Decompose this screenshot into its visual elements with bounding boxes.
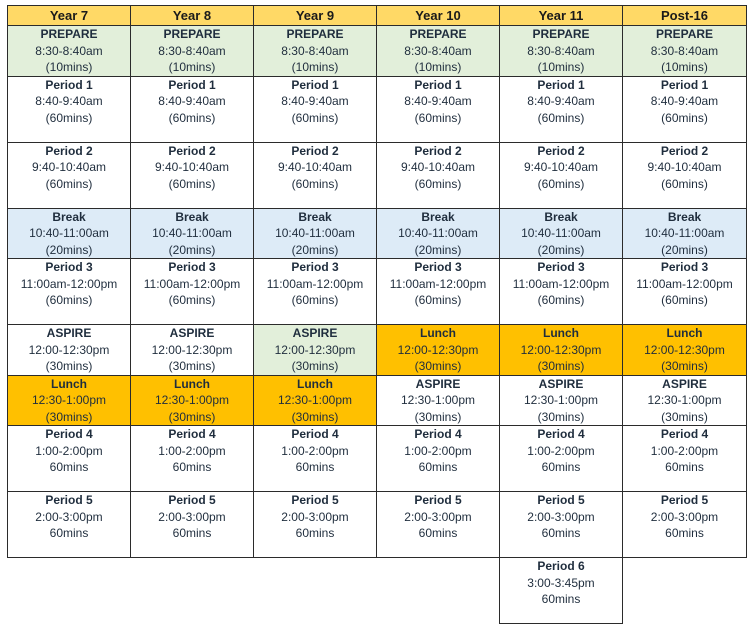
cell-title: Lunch <box>51 376 87 391</box>
cell-title: ASPIRE <box>538 376 584 391</box>
timetable-cell <box>377 208 500 259</box>
cell-duration: 60mins <box>295 460 335 474</box>
cell-time: 11:00am-12:00pm <box>389 276 487 291</box>
cell-duration: (60mins) <box>414 176 462 191</box>
timetable-cell <box>623 426 747 492</box>
cell-duration: 60mins <box>541 592 581 606</box>
cell-duration: (60mins) <box>661 176 708 191</box>
cell-title: Period 3 <box>660 260 709 274</box>
cell-time: 11:00am-12:00pm <box>266 276 364 291</box>
timetable-row <box>8 142 747 208</box>
cell-duration: (30mins) <box>168 409 216 424</box>
cell-title: Lunch <box>543 326 579 340</box>
cell-time: 1:00-2:00pm <box>35 443 103 458</box>
cell-duration: 60mins <box>295 526 335 540</box>
cell-time: 12:30-1:00pm <box>523 393 599 407</box>
timetable-cell <box>8 259 131 325</box>
cell-title: PREPARE <box>409 27 467 41</box>
cell-title: Period 4 <box>168 427 216 441</box>
cell-title: Period 1 <box>660 77 709 92</box>
timetable-row <box>8 259 747 325</box>
timetable-row <box>8 558 747 624</box>
cell-time: 2:00-3:00pm <box>527 509 595 524</box>
timetable-cell <box>131 76 254 142</box>
timetable-cell <box>623 325 747 376</box>
cell-time: 9:40-10:40am <box>400 160 476 174</box>
cell-time: 8:30-8:40am <box>281 43 349 58</box>
cell-duration: (60mins) <box>414 110 462 125</box>
cell-time: 10:40-11:00am <box>152 226 232 240</box>
cell-time: 12:00-12:30pm <box>644 342 725 357</box>
cell-time: 2:00-3:00pm <box>650 509 719 524</box>
cell-title: Break <box>667 209 702 224</box>
cell-duration: (30mins) <box>537 359 585 373</box>
cell-duration: (30mins) <box>537 409 585 424</box>
cell-title: PREPARE <box>532 27 590 41</box>
cell-duration: 60mins <box>172 526 212 540</box>
timetable-cell <box>8 325 131 376</box>
timetable-cell <box>131 492 254 558</box>
cell-duration: (60mins) <box>168 110 216 125</box>
cell-duration: (10mins) <box>661 60 708 74</box>
cell-time: 1:00-2:00pm <box>158 443 226 458</box>
cell-duration: (60mins) <box>414 293 462 307</box>
cell-title: Break <box>52 209 86 224</box>
cell-time: 8:30-8:40am <box>404 43 472 58</box>
cell-time: 2:00-3:00pm <box>404 509 472 524</box>
cell-duration: (10mins) <box>168 60 216 74</box>
cell-duration: (60mins) <box>661 293 708 307</box>
timetable-cell <box>131 375 254 426</box>
cell-title: Period 2 <box>45 143 93 158</box>
cell-duration: (30mins) <box>661 359 708 373</box>
header-row <box>8 6 747 26</box>
timetable-row <box>8 375 747 426</box>
cell-title: Period 1 <box>45 77 93 92</box>
cell-title: Period 2 <box>168 143 216 158</box>
timetable-cell <box>377 426 500 492</box>
cell-duration: (20mins) <box>661 242 708 257</box>
cell-title: Period 3 <box>168 260 216 274</box>
cell-duration: 60mins <box>49 460 89 474</box>
timetable-body <box>8 26 747 624</box>
cell-time: 8:30-8:40am <box>527 43 595 58</box>
cell-duration: 60mins <box>541 526 581 540</box>
timetable-cell <box>500 558 623 624</box>
cell-time: 10:40-11:00am <box>275 226 355 240</box>
cell-duration: (60mins) <box>45 176 93 191</box>
cell-duration: (20mins) <box>168 242 216 257</box>
empty-cell <box>254 558 377 624</box>
timetable-cell <box>623 259 747 325</box>
timetable-cell <box>500 26 623 77</box>
cell-title: ASPIRE <box>292 326 338 340</box>
cell-duration: (30mins) <box>45 359 93 373</box>
header-post-16: Post-16 <box>623 6 747 26</box>
cell-time: 10:40-11:00am <box>398 226 478 240</box>
timetable-cell <box>254 426 377 492</box>
cell-time: 12:30-1:00pm <box>277 393 353 407</box>
cell-title: Period 5 <box>660 493 709 507</box>
cell-title: ASPIRE <box>415 376 461 391</box>
cell-time: 12:00-12:30pm <box>397 342 479 357</box>
cell-duration: (60mins) <box>168 176 216 191</box>
cell-title: ASPIRE <box>662 376 707 391</box>
timetable-cell <box>131 426 254 492</box>
timetable-cell <box>254 259 377 325</box>
cell-title: Break <box>421 209 455 224</box>
timetable-row <box>8 208 747 259</box>
timetable-cell <box>254 375 377 426</box>
cell-time: 8:40-9:40am <box>281 94 349 108</box>
timetable-cell <box>377 259 500 325</box>
header-year-7: Year 7 <box>8 6 131 26</box>
cell-title: Period 6 <box>537 559 585 573</box>
cell-duration: (30mins) <box>291 359 339 373</box>
cell-duration: 60mins <box>665 526 704 540</box>
cell-duration: (60mins) <box>168 293 216 307</box>
cell-time: 9:40-10:40am <box>277 160 353 174</box>
header-year-8: Year 8 <box>131 6 254 26</box>
cell-title: PREPARE <box>655 27 714 41</box>
cell-duration: (10mins) <box>537 60 585 74</box>
cell-time: 9:40-10:40am <box>523 160 599 174</box>
cell-time: 8:40-9:40am <box>527 94 595 108</box>
timetable-cell <box>500 142 623 208</box>
cell-duration: (60mins) <box>291 293 339 307</box>
timetable-cell <box>131 325 254 376</box>
cell-title: ASPIRE <box>169 326 215 340</box>
cell-duration: (60mins) <box>537 293 585 307</box>
cell-duration: (30mins) <box>414 359 462 373</box>
cell-duration: (30mins) <box>168 359 216 373</box>
cell-duration: (10mins) <box>45 60 93 74</box>
cell-time: 12:00-12:30pm <box>151 342 233 357</box>
empty-cell <box>377 558 500 624</box>
cell-duration: (30mins) <box>291 409 339 424</box>
cell-duration: (60mins) <box>661 110 708 125</box>
cell-duration: (20mins) <box>414 242 462 257</box>
cell-title: Period 3 <box>537 260 585 274</box>
empty-cell <box>131 558 254 624</box>
cell-time: 12:00-12:30pm <box>520 342 602 357</box>
cell-time: 11:00am-12:00pm <box>143 276 241 291</box>
cell-title: Period 1 <box>414 77 462 92</box>
cell-title: Period 2 <box>537 143 585 158</box>
cell-title: Period 5 <box>291 493 339 507</box>
timetable-cell <box>500 76 623 142</box>
cell-duration: (30mins) <box>45 409 93 424</box>
cell-duration: (60mins) <box>537 110 585 125</box>
cell-time: 9:40-10:40am <box>31 160 107 174</box>
empty-cell <box>8 558 131 624</box>
cell-title: Period 2 <box>291 143 339 158</box>
cell-time: 8:30-8:40am <box>35 43 103 58</box>
cell-duration: (60mins) <box>45 110 93 125</box>
cell-duration: 60mins <box>172 460 212 474</box>
timetable-cell <box>254 208 377 259</box>
cell-title: Period 4 <box>537 427 585 441</box>
cell-title: Period 1 <box>537 77 585 92</box>
timetable-cell <box>500 325 623 376</box>
cell-title: Break <box>175 209 209 224</box>
timetable-row <box>8 426 747 492</box>
timetable-cell <box>131 142 254 208</box>
timetable-cell <box>500 208 623 259</box>
cell-duration: (10mins) <box>291 60 339 74</box>
cell-title: Period 5 <box>168 493 216 507</box>
timetable-cell <box>8 375 131 426</box>
timetable-cell <box>8 208 131 259</box>
timetable-cell <box>131 208 254 259</box>
cell-time: 11:00am-12:00pm <box>20 276 118 291</box>
cell-duration: 60mins <box>49 526 89 540</box>
timetable-cell <box>377 142 500 208</box>
cell-time: 1:00-2:00pm <box>527 443 595 458</box>
cell-duration: (10mins) <box>414 60 462 74</box>
cell-time: 12:30-1:00pm <box>154 393 230 407</box>
cell-time: 1:00-2:00pm <box>650 443 719 458</box>
cell-title: Lunch <box>666 326 703 340</box>
cell-title: Period 1 <box>168 77 216 92</box>
cell-title: ASPIRE <box>46 326 92 340</box>
cell-time: 12:30-1:00pm <box>31 393 107 407</box>
cell-time: 8:40-9:40am <box>158 94 226 108</box>
cell-title: Break <box>298 209 332 224</box>
header-year-9: Year 9 <box>254 6 377 26</box>
cell-title: Period 4 <box>45 427 93 441</box>
timetable-cell <box>8 76 131 142</box>
cell-time: 11:00am-12:00pm <box>636 276 733 291</box>
cell-time: 8:40-9:40am <box>404 94 472 108</box>
empty-cell <box>623 558 747 624</box>
cell-time: 12:00-12:30pm <box>28 342 110 357</box>
timetable-cell <box>623 375 747 426</box>
timetable-cell <box>377 325 500 376</box>
cell-title: Lunch <box>297 376 333 391</box>
cell-time: 9:40-10:40am <box>647 160 722 174</box>
cell-duration: (60mins) <box>537 176 585 191</box>
cell-time: 2:00-3:00pm <box>281 509 349 524</box>
timetable-cell <box>623 142 747 208</box>
cell-time: 1:00-2:00pm <box>281 443 349 458</box>
cell-time: 12:00-12:30pm <box>274 342 356 357</box>
timetable-cell <box>254 26 377 77</box>
timetable-cell <box>8 142 131 208</box>
cell-time: 12:30-1:00pm <box>400 393 476 407</box>
timetable-row <box>8 26 747 77</box>
timetable-cell <box>500 375 623 426</box>
timetable-cell <box>254 76 377 142</box>
timetable-cell <box>623 492 747 558</box>
timetable-cell <box>623 26 747 77</box>
cell-title: PREPARE <box>286 27 344 41</box>
cell-title: Period 4 <box>414 427 462 441</box>
cell-duration: 60mins <box>418 526 458 540</box>
timetable-cell <box>8 26 131 77</box>
cell-duration: (60mins) <box>291 176 339 191</box>
timetable-cell <box>131 259 254 325</box>
timetable-cell <box>377 375 500 426</box>
cell-duration: (20mins) <box>45 242 93 257</box>
timetable-cell <box>254 142 377 208</box>
timetable-row <box>8 492 747 558</box>
cell-title: Period 5 <box>45 493 93 507</box>
cell-title: Period 4 <box>660 427 709 441</box>
cell-time: 11:00am-12:00pm <box>512 276 610 291</box>
header-year-10: Year 10 <box>377 6 500 26</box>
timetable-cell <box>500 492 623 558</box>
timetable <box>7 5 747 624</box>
cell-title: Period 3 <box>45 260 93 274</box>
cell-duration: (60mins) <box>291 110 339 125</box>
timetable-cell <box>254 325 377 376</box>
cell-duration: (30mins) <box>661 409 708 424</box>
timetable-cell <box>8 426 131 492</box>
cell-title: Break <box>544 209 578 224</box>
cell-time: 2:00-3:00pm <box>35 509 103 524</box>
cell-time: 8:30-8:40am <box>650 43 719 58</box>
cell-duration: 60mins <box>418 460 458 474</box>
cell-time: 8:40-9:40am <box>35 94 103 108</box>
cell-time: 9:40-10:40am <box>154 160 230 174</box>
cell-title: Period 3 <box>414 260 462 274</box>
cell-title: Lunch <box>174 376 210 391</box>
timetable-row <box>8 325 747 376</box>
cell-time: 2:00-3:00pm <box>158 509 226 524</box>
cell-title: PREPARE <box>163 27 221 41</box>
timetable-cell <box>254 492 377 558</box>
cell-title: Period 4 <box>291 427 339 441</box>
header-year-11: Year 11 <box>500 6 623 26</box>
cell-title: Period 5 <box>537 493 585 507</box>
cell-title: Period 1 <box>291 77 339 92</box>
cell-duration: 60mins <box>541 460 581 474</box>
timetable-cell <box>500 259 623 325</box>
timetable-cell <box>131 26 254 77</box>
cell-time: 1:00-2:00pm <box>404 443 472 458</box>
cell-title: PREPARE <box>40 27 98 41</box>
cell-duration: (60mins) <box>45 293 93 307</box>
cell-time: 10:40-11:00am <box>29 226 109 240</box>
cell-time: 8:30-8:40am <box>158 43 226 58</box>
timetable-row <box>8 76 747 142</box>
cell-time: 8:40-9:40am <box>650 94 719 108</box>
cell-duration: (30mins) <box>414 409 462 424</box>
timetable-cell <box>377 26 500 77</box>
cell-duration: 60mins <box>665 460 704 474</box>
timetable-cell <box>8 492 131 558</box>
timetable-cell <box>500 426 623 492</box>
cell-duration: (20mins) <box>537 242 585 257</box>
timetable-cell <box>623 208 747 259</box>
cell-title: Lunch <box>420 326 456 340</box>
timetable-cell <box>377 492 500 558</box>
cell-time: 3:00-3:45pm <box>527 575 595 590</box>
cell-title: Period 2 <box>414 143 462 158</box>
cell-time: 10:40-11:00am <box>521 226 601 240</box>
timetable-cell <box>623 76 747 142</box>
timetable-cell <box>377 76 500 142</box>
cell-title: Period 3 <box>291 260 339 274</box>
cell-time: 12:30-1:00pm <box>647 393 722 407</box>
cell-title: Period 5 <box>414 493 462 507</box>
cell-duration: (20mins) <box>291 242 339 257</box>
cell-title: Period 2 <box>660 143 709 158</box>
cell-time: 10:40-11:00am <box>644 226 725 240</box>
